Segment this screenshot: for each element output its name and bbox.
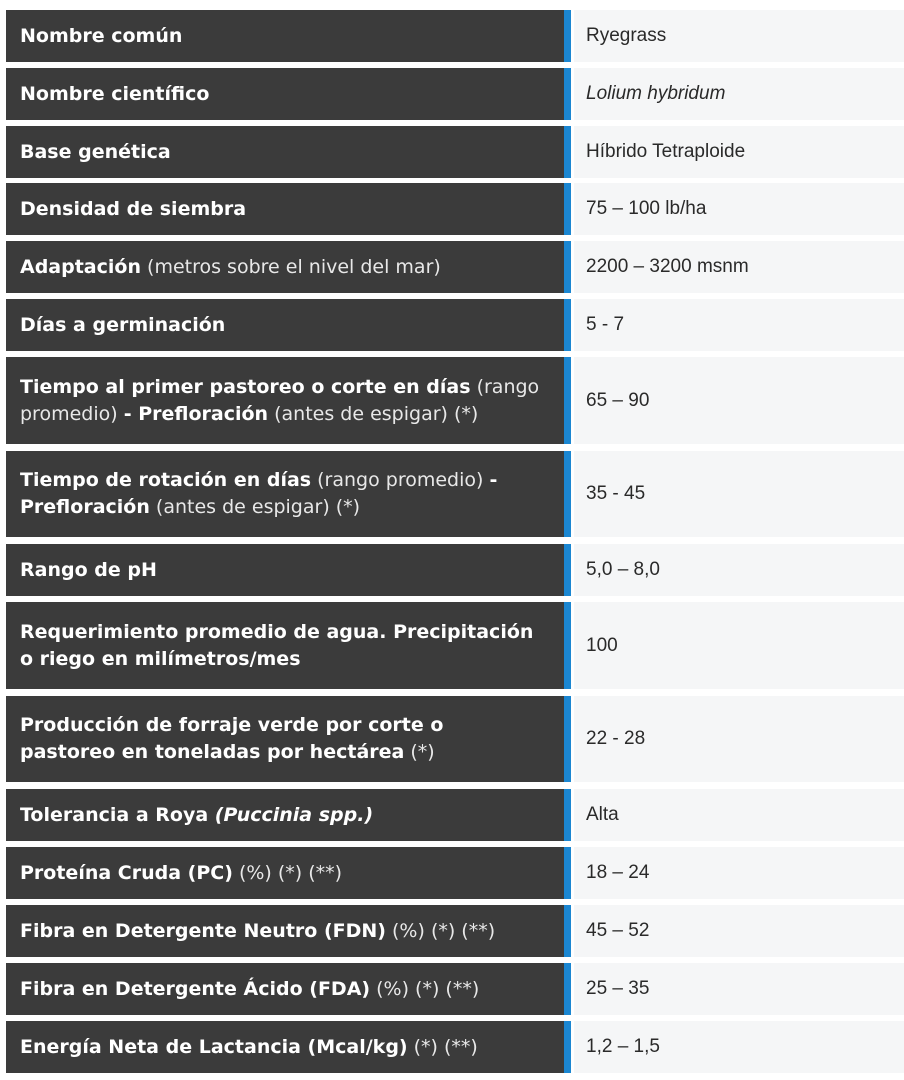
row-label-line [20,139,552,166]
table-row-requerimiento-agua [6,602,904,689]
label-segment: Nombre científico [20,82,210,105]
label-segment: o riego en milímetros/mes [20,647,301,670]
row-label-line [20,739,552,766]
row-value: 45 – 52 [574,905,904,957]
row-accent-bar [564,602,571,689]
row-label-line [20,254,552,281]
row-label-line [20,494,552,521]
label-segment: Tolerancia a Roya [20,803,215,826]
row-accent-bar [564,789,571,841]
row-label-line [20,712,552,739]
label-segment: pastoreo en toneladas por hectárea [20,741,405,763]
row-accent-bar [564,1021,571,1073]
row-label-line [20,557,552,584]
row-accent-bar [564,126,571,178]
table-row-base-genetica [6,126,904,178]
row-accent-bar [564,183,571,235]
label-segment: Fibra en Detergente Neutro (FDN) [20,919,386,942]
label-segment: Días a germinación [20,313,226,336]
row-label-line [20,646,552,673]
row-label [6,602,564,689]
label-segment: (%) (*) (**) [370,977,480,1000]
label-segment: (%) (*) (**) [232,861,343,884]
row-value: 18 – 24 [574,847,904,899]
row-label-line [20,23,552,50]
row-accent-bar [564,68,571,120]
label-segment: Proteína Cruda (PC) [20,861,233,884]
row-value: 5,0 – 8,0 [574,544,904,596]
row-label-line [20,1034,552,1061]
row-value: 2200 – 3200 msnm [574,241,904,293]
label-segment: Producción de forraje verde por corte o [20,714,444,736]
row-label-line [20,467,552,494]
row-value: Ryegrass [574,10,904,62]
row-value: Alta [574,789,904,841]
row-value: 25 – 35 [574,963,904,1015]
table-row-produccion-forraje [6,696,904,782]
row-label-line [20,401,552,428]
table-row-tiempo-primer-pastoreo [6,357,904,444]
table-row-adaptacion [6,241,904,293]
row-label [6,10,564,62]
row-value: Lolium hybridum [574,68,904,120]
row-label-line [20,918,552,945]
label-segment: (*) [404,741,435,763]
label-segment: Tiempo de rotación en días [20,469,312,491]
table-row-nombre-comun [6,10,904,62]
label-segment: (antes de espigar) (*) [268,402,479,425]
row-label [6,963,564,1015]
label-segment: Prefloración [20,496,150,518]
table-row-tiempo-rotacion [6,451,904,537]
label-segment: Energía Neta de Lactancia (Mcal/kg) [20,1035,408,1058]
row-value: 1,2 – 1,5 [574,1021,904,1073]
row-accent-bar [564,963,571,1015]
label-segment: (*) (**) [407,1035,478,1058]
label-segment: (antes de espigar) (*) [149,496,361,518]
label-segment: (rango [470,375,540,398]
row-label [6,241,564,293]
row-accent-bar [564,696,571,782]
table-row-densidad-siembra [6,183,904,235]
row-label-line [20,81,552,108]
row-accent-bar [564,357,571,444]
label-segment: Rango de pH [20,558,157,581]
row-label-line [20,802,552,829]
row-value: 100 [574,602,904,689]
label-segment: Nombre común [20,24,183,47]
label-segment: (%) (*) (**) [385,919,496,942]
table-row-proteina-cruda [6,847,904,899]
label-segment: - Prefloración [123,402,269,425]
label-segment: (rango promedio) [311,469,490,491]
row-label [6,357,564,444]
row-label-line [20,976,552,1003]
row-accent-bar [564,299,571,351]
row-label [6,126,564,178]
label-segment: Fibra en Detergente Ácido (FDA) [20,977,371,1000]
row-value: 5 - 7 [574,299,904,351]
label-segment: Tiempo al primer pastoreo o corte en días [20,375,471,398]
table-row-rango-ph [6,544,904,596]
table-row-fibra-fda [6,963,904,1015]
label-segment: Adaptación [20,255,141,278]
row-value: 65 – 90 [574,357,904,444]
label-segment: - [489,469,498,491]
row-label-line [20,312,552,339]
row-label [6,299,564,351]
row-value: 35 - 45 [574,451,904,537]
table-row-energia-neta-lactancia [6,1021,904,1073]
row-label-line [20,619,552,646]
row-accent-bar [564,241,571,293]
label-segment: (Puccinia spp.) [214,803,374,826]
row-label [6,847,564,899]
row-label [6,544,564,596]
row-label [6,183,564,235]
table-row-fibra-fdn [6,905,904,957]
label-segment: (metros sobre el nivel del mar) [141,255,441,278]
table-row-dias-germinacion [6,299,904,351]
row-accent-bar [564,10,571,62]
row-label-line [20,374,552,401]
label-segment: Base genética [20,140,171,163]
row-accent-bar [564,905,571,957]
row-value: Híbrido Tetraploide [574,126,904,178]
row-value: 22 - 28 [574,696,904,782]
row-accent-bar [564,451,571,537]
label-segment: Requerimiento promedio de agua. Precipitación [20,620,534,643]
row-label [6,905,564,957]
row-label-line [20,860,552,887]
table-row-nombre-cientifico [6,68,904,120]
row-label [6,68,564,120]
row-label-line [20,196,552,223]
row-label [6,451,564,537]
row-accent-bar [564,544,571,596]
row-label [6,1021,564,1073]
row-label [6,789,564,841]
table-row-tolerancia-roya [6,789,904,841]
label-segment: Densidad de siembra [20,197,247,220]
row-label [6,696,564,782]
row-value: 75 – 100 lb/ha [574,183,904,235]
row-accent-bar [564,847,571,899]
label-segment: promedio) [20,402,124,425]
